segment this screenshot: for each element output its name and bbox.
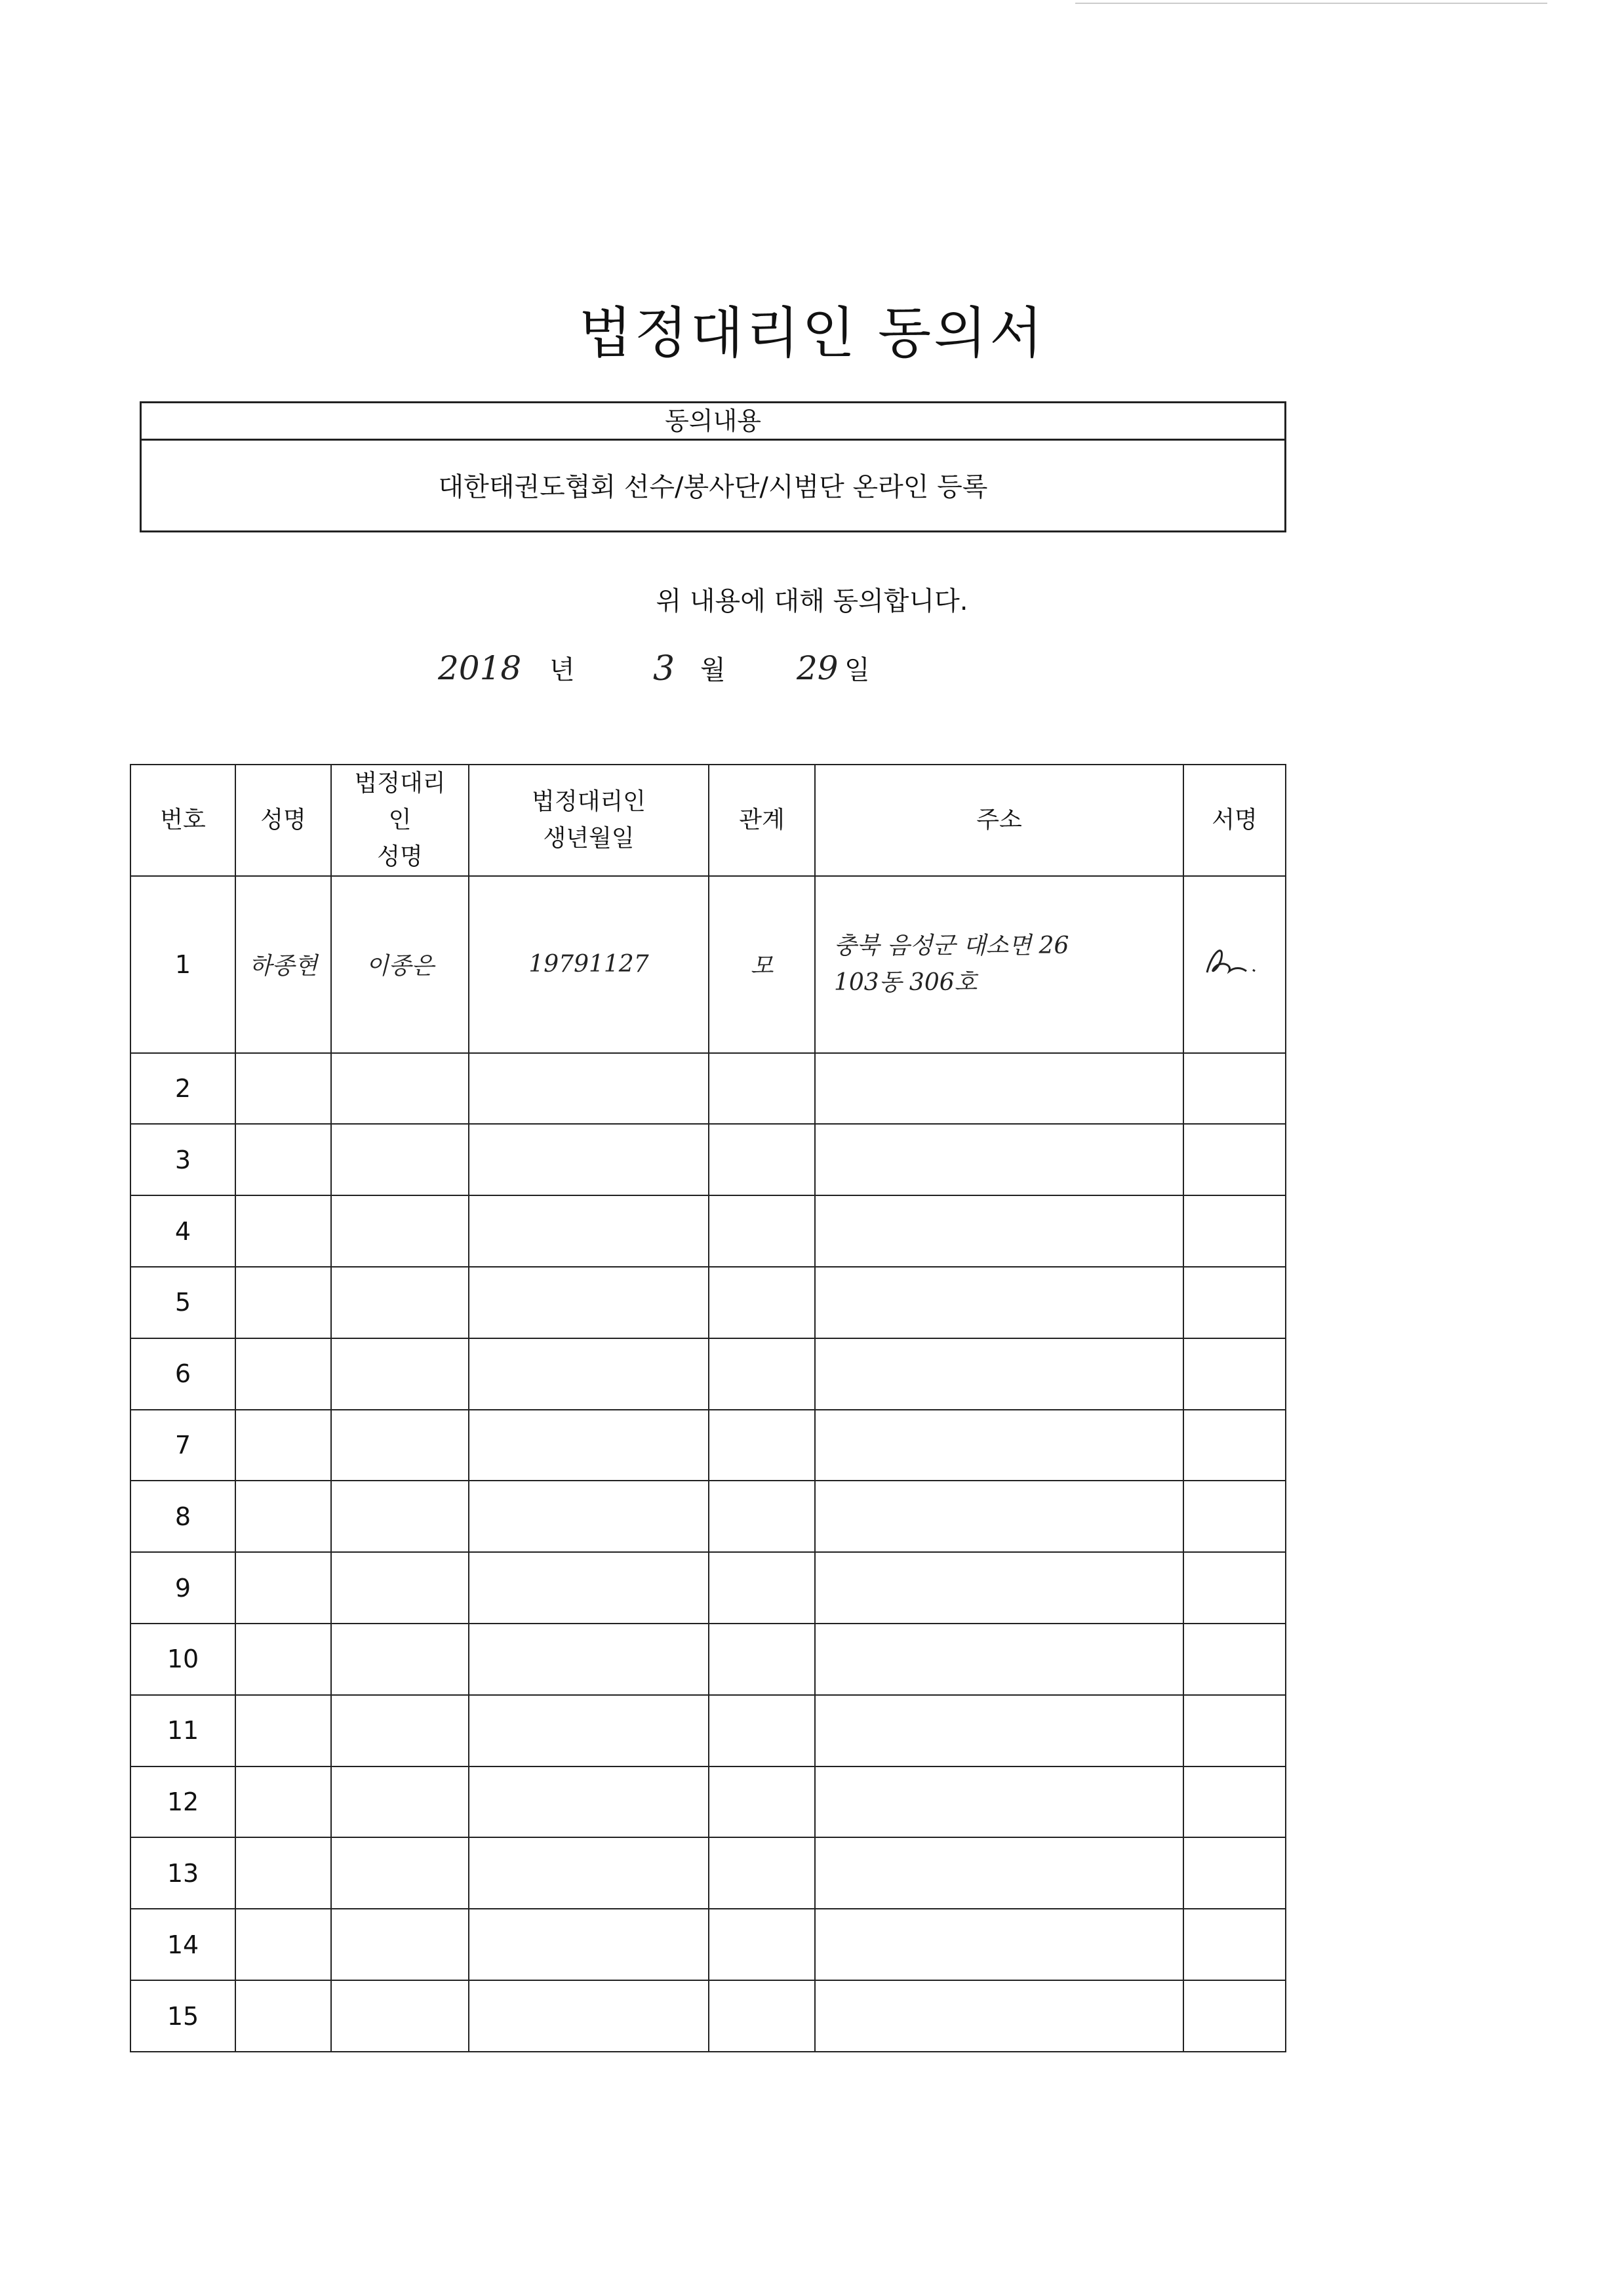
header-name: 성명 xyxy=(235,765,331,876)
date-day-label: 일 xyxy=(844,655,870,685)
header-no: 번호 xyxy=(130,765,235,876)
table-row xyxy=(130,1053,1286,1125)
row-guardian-name: 이종은 xyxy=(331,876,469,1053)
row-no: 12 xyxy=(130,1766,235,1838)
row-no: 7 xyxy=(130,1410,235,1481)
date-month-label: 월 xyxy=(700,655,726,685)
row-no: 1 xyxy=(130,876,235,1053)
date-month: 3 xyxy=(653,649,675,688)
row-name: 하종현 xyxy=(235,876,331,1053)
date-day: 29 xyxy=(797,649,839,687)
header-guardian-name xyxy=(331,765,469,876)
header-guardian-birth xyxy=(469,765,709,876)
header-signature: 서명 xyxy=(1183,765,1286,876)
header-address: 주소 xyxy=(815,765,1183,876)
row-no: 3 xyxy=(130,1124,235,1195)
registration-table xyxy=(130,764,1286,2052)
header-guardian-birth-line2: 생년월일 xyxy=(543,825,635,852)
table-row xyxy=(130,1410,1286,1481)
header-relation: 관계 xyxy=(709,765,815,876)
header-guardian-name-line2: 인 xyxy=(388,807,412,833)
date-year: 2018 xyxy=(438,649,522,687)
table-row xyxy=(130,876,1286,1053)
consent-text: 대한태권도협회 선수/봉사단/시범단 온라인 등록 xyxy=(438,472,988,502)
table-row xyxy=(130,1624,1286,1695)
signature-scribble xyxy=(1195,938,1274,984)
table-row xyxy=(130,1124,1286,1195)
table-row xyxy=(130,1267,1286,1338)
table-row xyxy=(130,1552,1286,1624)
table-row xyxy=(130,1909,1286,1980)
consent-box xyxy=(140,401,1286,532)
table-row xyxy=(130,1837,1286,1909)
agree-statement: 위 내용에 대해 동의합니다. xyxy=(656,586,968,616)
row-no: 4 xyxy=(130,1195,235,1267)
row-no: 10 xyxy=(130,1624,235,1695)
row-relation: 모 xyxy=(709,876,815,1053)
row-no: 13 xyxy=(130,1837,235,1909)
row-no: 15 xyxy=(130,1980,235,2052)
document-title: 법정대리인 동의서 xyxy=(578,301,1046,366)
row-signature xyxy=(1183,876,1286,1053)
row-no: 2 xyxy=(130,1053,235,1125)
table-row xyxy=(130,1481,1286,1552)
table-header-row xyxy=(130,765,1286,876)
row-no: 6 xyxy=(130,1338,235,1410)
scan-edge-line xyxy=(1075,3,1547,4)
header-guardian-birth-line1: 법정대리인 xyxy=(532,788,646,815)
table-row xyxy=(130,1695,1286,1766)
header-guardian-name-line1: 법정대리 xyxy=(354,770,446,797)
row-no: 8 xyxy=(130,1481,235,1552)
table-row xyxy=(130,1338,1286,1410)
row-address xyxy=(815,876,1183,1053)
row-address-line2: 103동 306호 xyxy=(834,968,978,996)
date-year-label: 년 xyxy=(549,655,575,685)
header-guardian-name-line3: 성명 xyxy=(377,843,423,870)
table-row xyxy=(130,1766,1286,1838)
row-no: 11 xyxy=(130,1695,235,1766)
consent-header: 동의내용 xyxy=(142,403,1284,441)
row-no: 9 xyxy=(130,1552,235,1624)
table-row xyxy=(130,1195,1286,1267)
row-address-line1: 충북 음성군 대소면 26 xyxy=(834,932,1069,959)
table-row xyxy=(130,1980,1286,2052)
row-no: 14 xyxy=(130,1909,235,1980)
row-guardian-birth: 19791127 xyxy=(469,876,709,1053)
row-no: 5 xyxy=(130,1267,235,1338)
